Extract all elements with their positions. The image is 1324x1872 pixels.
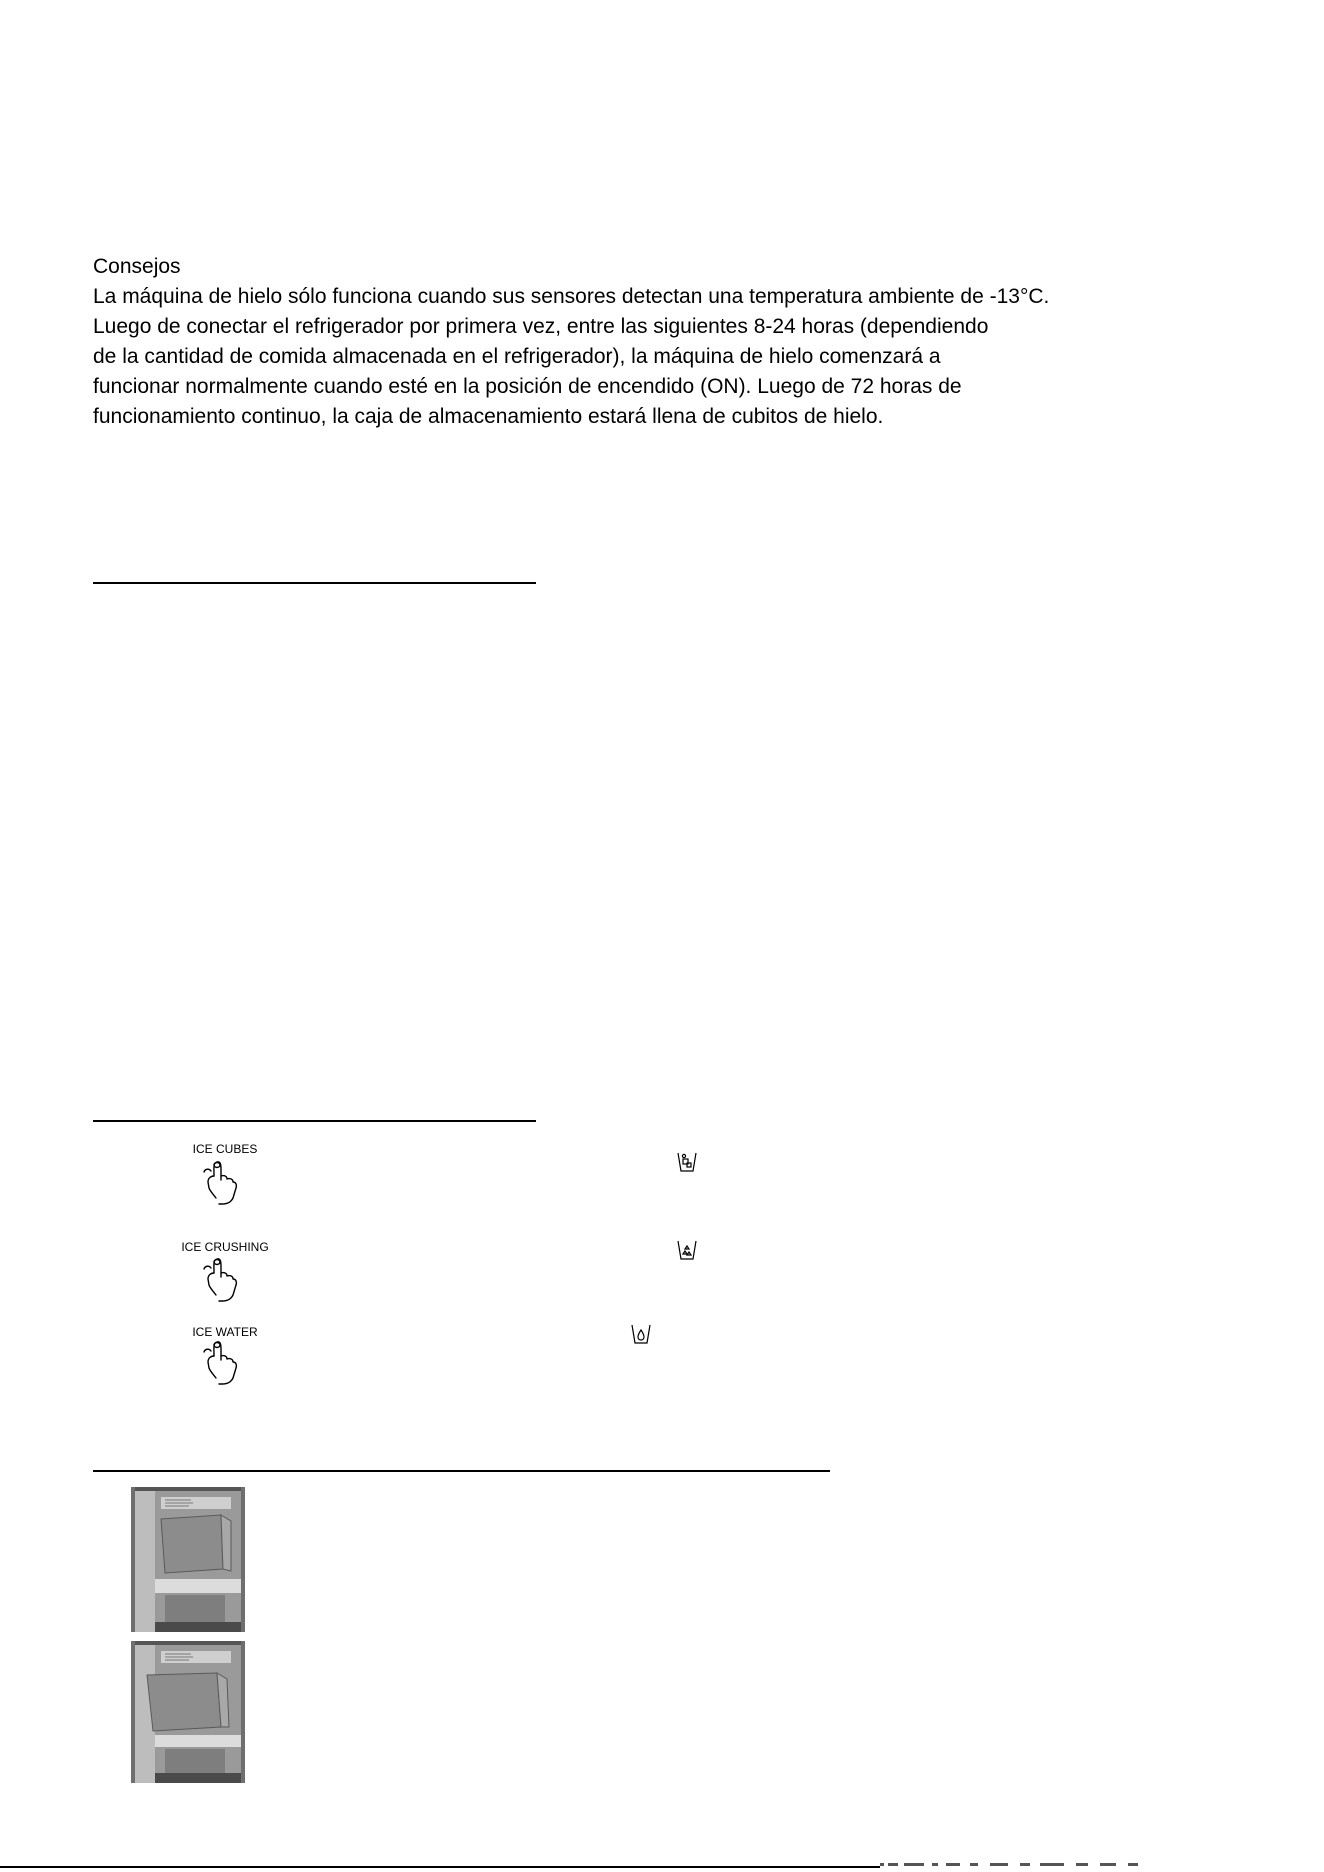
ice-crushing-label: ICE CRUSHING: [181, 1240, 269, 1254]
pressing-hand-icon: [200, 1158, 242, 1206]
ice-cubes-label: ICE CUBES: [192, 1142, 258, 1156]
ice-storage-box-installed-image: [131, 1487, 245, 1632]
pressing-hand-icon: [200, 1255, 242, 1303]
page-bottom-rule: [0, 1866, 880, 1868]
tips-line: La máquina de hielo sólo funciona cuando sus sensores detectan una temperatura ambiente de -13°C.: [93, 285, 1050, 308]
tips-line: Luego de conectar el refrigerador por primera vez, entre las siguientes 8-24 horas (dependiendo: [93, 315, 989, 338]
tips-line: funcionamiento continuo, la caja de almacenamiento estará llena de cubitos de hielo.: [93, 405, 884, 428]
section-divider: [93, 582, 536, 584]
section-divider: [93, 1120, 536, 1122]
tips-section: [93, 252, 1253, 432]
pressing-hand-icon: [200, 1338, 242, 1386]
cup-water-icon: [630, 1322, 652, 1346]
tips-line: funcionar normalmente cuando esté en la posición de encendido (ON). Luego de 72 horas de: [93, 375, 962, 398]
ice-storage-box-tilted-image: [131, 1641, 245, 1783]
ice-water-label: ICE WATER: [192, 1325, 258, 1339]
section-divider: [93, 1470, 830, 1472]
cup-ice-cubes-icon: [676, 1150, 698, 1174]
tips-heading: Consejos: [93, 255, 181, 278]
tips-line: de la cantidad de comida almacenada en el refrigerador), la máquina de hielo comenzará a: [93, 345, 941, 368]
page-corner-noise: [880, 1862, 1170, 1868]
cup-crushed-ice-icon: [676, 1238, 698, 1262]
